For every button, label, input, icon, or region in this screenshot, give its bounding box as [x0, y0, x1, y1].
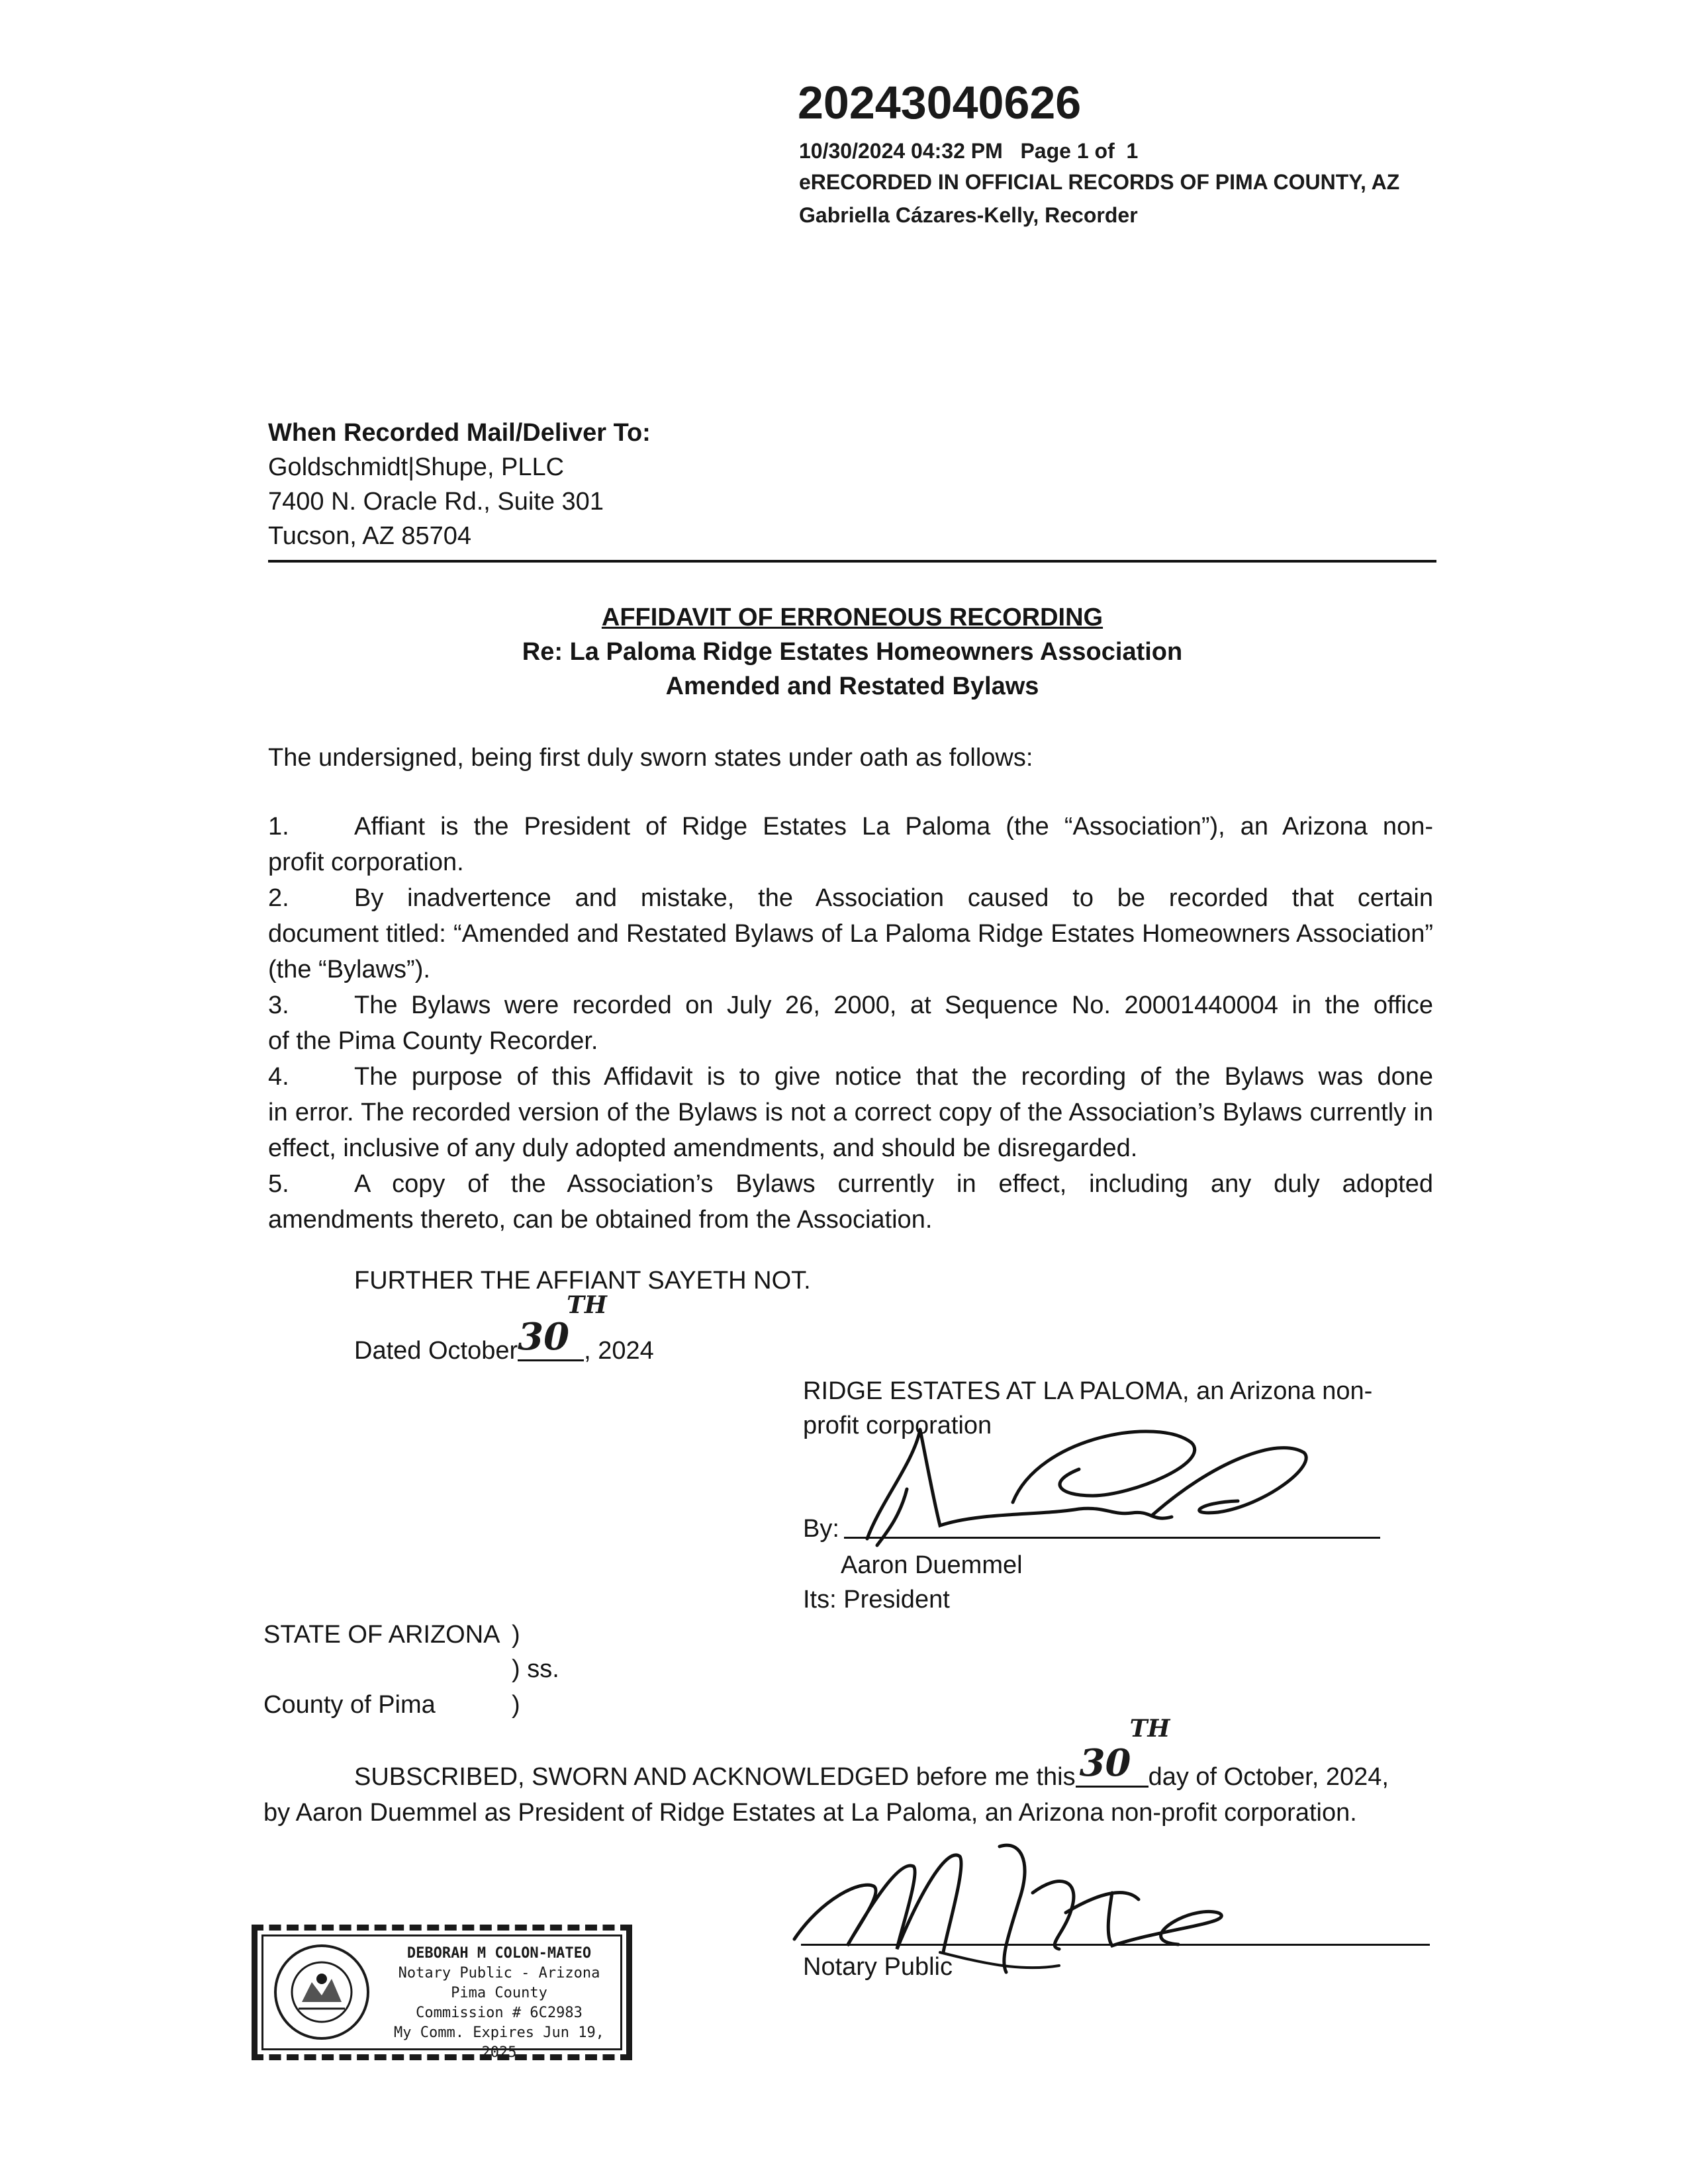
notary-stamp-expiration: My Comm. Expires Jun 19, 2025: [394, 2025, 604, 2061]
entity-name-line1: RIDGE ESTATES AT LA PALOMA, an Arizona non-: [803, 1377, 1373, 1405]
acknowledgment-line1: [354, 1715, 1389, 1795]
ack-prefix: SUBSCRIBED, SWORN AND ACKNOWLEDGED before me this: [354, 1763, 1076, 1791]
recording-recorder: Gabriella Cázares-Kelly, Recorder: [799, 203, 1138, 227]
venue-paren-3: ): [512, 1691, 520, 1719]
item-continuation: of the Pima County Recorder.: [268, 1027, 598, 1055]
signatory-title: Its: President: [803, 1586, 950, 1614]
venue-county: County of Pima: [263, 1691, 436, 1719]
recording-number: 20243040626: [798, 77, 1082, 128]
list-item: [268, 1059, 1433, 1166]
recording-datetime-page: 10/30/2024 04:32 PM Page 1 of 1: [799, 139, 1139, 163]
item-continuation: document titled: “Amended and Restated Bylaws of La Paloma Ridge Estates Homeowners Association” (the “Bylaws”).: [268, 920, 1433, 983]
notary-stamp-title: Notary Public - Arizona: [398, 1965, 600, 1981]
dated-suffix: , 2024: [584, 1337, 654, 1365]
venue-state: STATE OF ARIZONA: [263, 1621, 500, 1649]
item-continuation: profit corporation.: [268, 848, 464, 876]
dated-day-blank: [518, 1291, 607, 1361]
further-statement: FURTHER THE AFFIANT SAYETH NOT.: [354, 1267, 811, 1295]
dated-day-handwritten: 30: [518, 1315, 570, 1359]
document-title: AFFIDAVIT OF ERRONEOUS RECORDING: [601, 604, 1103, 631]
venue-ss: ) ss.: [512, 1655, 559, 1683]
mail-to-city: Tucson, AZ 85704: [268, 522, 472, 550]
arizona-seal-icon: [272, 1942, 371, 2042]
list-item: [268, 880, 1433, 987]
notary-stamp-county: Pima County: [451, 1985, 547, 2001]
item-first-line: Affiant is the President of Ridge Estates La Paloma (the “Association”), an Arizona non-: [354, 813, 1433, 841]
document-re-line: Re: La Paloma Ridge Estates Homeowners Association: [522, 638, 1183, 666]
dated-prefix: Dated October: [354, 1337, 518, 1365]
ack-day-handwritten: 30: [1079, 1741, 1131, 1785]
notary-signature-line: [801, 1944, 1430, 1946]
item-continuation: amendments thereto, can be obtained from the Association.: [268, 1206, 933, 1234]
item-first-line: The purpose of this Affidavit is to give notice that the recording of the Bylaws was done: [354, 1063, 1433, 1091]
recording-office: eRECORDED IN OFFICIAL RECORDS OF PIMA COUNTY, AZ: [799, 170, 1400, 194]
mail-to-heading: When Recorded Mail/Deliver To:: [268, 419, 651, 447]
notary-stamp: [252, 1925, 632, 2060]
mail-to-firm: Goldschmidt|Shupe, PLLC: [268, 453, 565, 481]
list-item: [268, 1166, 1433, 1238]
ack-day-ordinal: TH: [1129, 1715, 1170, 1743]
venue-paren-1: ): [512, 1621, 520, 1649]
entity-name-line2: profit corporation: [803, 1412, 992, 1439]
president-signature: [841, 1390, 1344, 1555]
list-item: [268, 809, 1433, 880]
item-number: 4.: [268, 1063, 289, 1091]
item-number: 5.: [268, 1170, 289, 1198]
acknowledgment-line2: by Aaron Duemmel as President of Ridge Estates at La Paloma, an Arizona non-profit corporation.: [263, 1799, 1357, 1827]
numbered-list: [268, 809, 1433, 1238]
item-first-line: By inadvertence and mistake, the Association caused to be recorded that certain: [354, 884, 1433, 912]
notary-stamp-text: [377, 1944, 622, 2063]
document-subtitle: Amended and Restated Bylaws: [665, 672, 1039, 700]
list-item: [268, 987, 1433, 1059]
dated-line: [354, 1291, 654, 1369]
signatory-name: Aaron Duemmel: [841, 1551, 1023, 1579]
by-label: By:: [803, 1515, 839, 1543]
dated-day-ordinal: TH: [567, 1291, 607, 1319]
item-first-line: A copy of the Association’s Bylaws currently in effect, including any duly adopted: [354, 1170, 1433, 1198]
item-number: 3.: [268, 991, 289, 1019]
ack-day-blank: [1076, 1715, 1170, 1788]
notary-label: Notary Public: [803, 1953, 953, 1981]
header-divider: [268, 560, 1436, 563]
item-number: 2.: [268, 884, 289, 912]
item-number: 1.: [268, 813, 289, 841]
mail-to-street: 7400 N. Oracle Rd., Suite 301: [268, 488, 604, 516]
item-continuation: in error. The recorded version of the Bylaws is not a correct copy of the Association’s Bylaws currently in effect, inclusive of any duly adopted amendments, and should be disregarded.: [268, 1099, 1433, 1162]
notary-stamp-name: DEBORAH M COLON-MATEO: [406, 1945, 592, 1962]
notary-stamp-commission: Commission # 6C2983: [416, 2005, 583, 2021]
item-first-line: The Bylaws were recorded on July 26, 2000, at Sequence No. 20001440004 in the office: [354, 991, 1433, 1019]
ack-suffix: day of October, 2024,: [1148, 1763, 1389, 1791]
intro-text: The undersigned, being first duly sworn states under oath as follows:: [268, 744, 1033, 772]
